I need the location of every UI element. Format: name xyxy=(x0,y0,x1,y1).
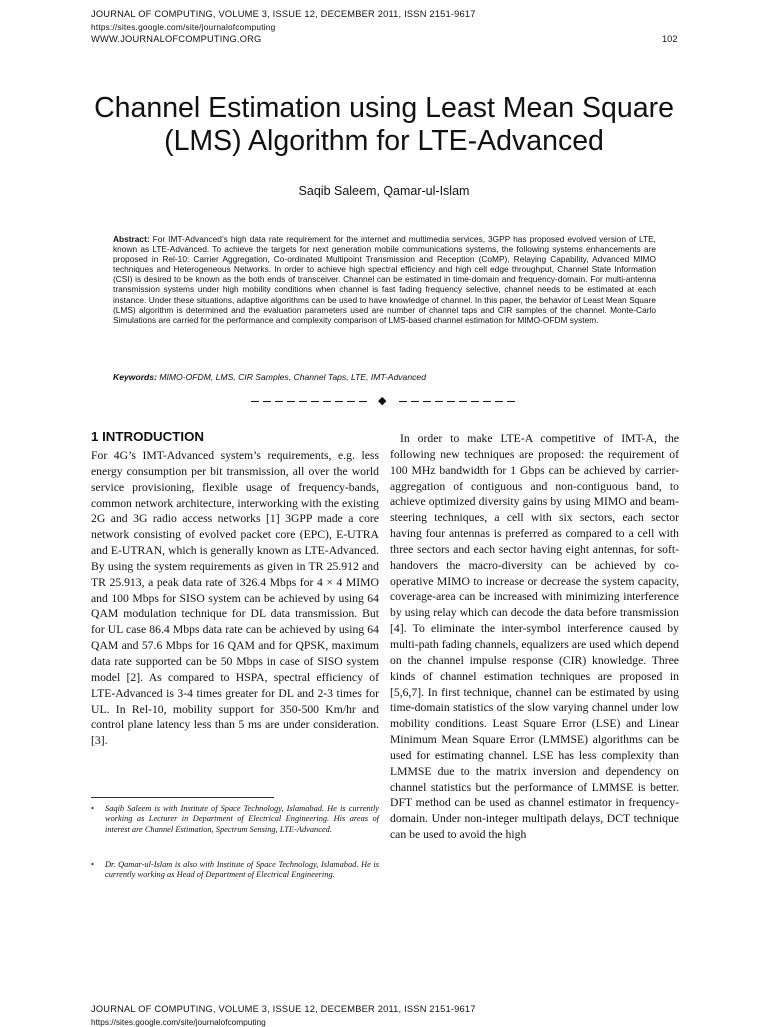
separator-dash xyxy=(299,401,307,402)
right-column xyxy=(390,431,679,843)
separator-dash xyxy=(447,401,455,402)
separator-dash xyxy=(323,401,331,402)
separator-dash xyxy=(251,401,259,402)
footer-journal: JOURNAL OF COMPUTING, VOLUME 3, ISSUE 12, DECEMBER 2011, ISSN 2151-9617 xyxy=(91,1004,476,1014)
separator-dash xyxy=(335,401,343,402)
abstract-label: Abstract: xyxy=(113,234,150,244)
section-heading: 1 INTRODUCTION xyxy=(91,429,205,444)
footnote-bullet: • xyxy=(91,860,94,869)
keywords-text: MIMO-OFDM, LMS, CIR Samples, Channel Taps, LTE, IMT-Advanced xyxy=(159,372,426,382)
separator-dash xyxy=(435,401,443,402)
footnote-text: Saqib Saleem is with Institute of Space Technology, Islamabad. He is currently working as Lecturer in Department of Electrical Engineering. His areas of interest are Channel Estimation, Spectrum Sensing, LTE-Advanced. xyxy=(105,804,379,834)
footer-url[interactable]: https://sites.google.com/site/journalofcomputing xyxy=(91,1017,266,1027)
section-separator xyxy=(251,394,517,408)
footnote-author-1 xyxy=(91,804,379,835)
separator-dash xyxy=(411,401,419,402)
footnote-rule xyxy=(91,797,274,798)
abstract-text: For IMT-Advanced’s high data rate requirement for the internet and multimedia services, 3GPP has proposed evolved version of LTE, known as LTE-Advanced. To achieve the targets for next generation mobile communications systems, the following systems enhancements are proposed in Rel-10: Carrier Aggregation, Co-ordinated Multipoint Transmission and Reception (CoMP), Relaying Capability, Advanced MIMO techniques and Heterogeneous Networks. In order to achieve high spectral efficiency and high cell edge throughput, Channel State Information (CSI) is desired to be known as the both ends of transceiver. Channel can be estimated in time-domain and frequency-domain. For multi-antenna transmission systems under high mobility conditions when channel is fast fading frequency selective, channel needs to be estimated at each instance. Under these situations, adaptive algorithms can be used to have knowledge of channel. In this paper, the behavior of Least Mean Square (LMS) algorithm is determined and the evaluation parameters used are number of channel taps and CIR samples of the channel. Monte-Carlo Simulations are carried for the performance and complexity comparison of LMS-based channel estimation for MIMO-OFDM system. xyxy=(113,234,656,325)
intro-paragraph-left: For 4G’s IMT-Advanced system’s requirements, e.g. less energy consumption per bit transmission, all over the world service provisioning, flexible usage of frequency-bands, common network architecture, interworking with the existing 2G and 3G radio access networks [1] 3GPP made a core network consisting of evolved packet core (EPC), E-UTRA and E-UTRAN, which is generally known as LTE-Advanced. By using the system requirements as given in TR 25.912 and TR 25.913, a peak data rate of 326.4 Mbps for 4 × 4 MIMO and 100 Mbps for SISO system can be achieved by using 64 QAM modulation technique for DL data transmission. But for UL case 86.4 Mbps data rate can be achieved by using 64 QAM and 57.6 Mbps for 16 QAM and for QPSK, maximum data rate supported can be 50 Mbps in case of SISO system model [2]. As compared to HSPA, spectral efficiency of LTE-Advanced is 3-4 times greater for DL and 2-3 times for UL. In Rel-10, mobility support for 350-500 Km/hr and control plane latency less than 5 ms are under consideration. [3]. xyxy=(91,449,379,748)
separator-dash xyxy=(275,401,283,402)
intro-paragraph-right: In order to make LTE-A competitive of IMT-A, the following new techniques are proposed: the requirement of 100 MHz bandwidth for 1 Gbps can be achieved by carrier-aggregation of contiguous and non-contiguous band, to achieve optimized diversity gains by using MIMO and beam-steering techniques, a cell with six sectors, each sector having four antennas is preferred as compared to a cell with three sectors and each sector having eight antennas, for soft-handovers the macro-diversity can be achieved by co-operative MIMO to increase or decrease the system capacity, coverage-area can be increased with minimizing interference by using relay which can decode the data before transmission [4]. To eliminate the inter-symbol interference caused by multi-path fading channels, equalizers are used which depend on the channel impulse response (CIR) knowledge. Three kinds of channel estimation techniques are proposed in [5,6,7]. In first technique, channel can be estimated by using time-domain statistics of the slow varying channel under low mobility conditions. Least Square Error (LSE) and Linear Minimum Mean Square Error (LMMSE) algorithms can be used for estimating channel. LSE has less complexity than LMMSE due to the matrix inversion and dependency on channel statistics but the performance of LMMSE is better. DFT method can be used as channel estimator in frequency-domain. Under non-integer multipath delays, DCT technique can be used to avoid the high xyxy=(390,432,679,842)
separator-dash xyxy=(263,401,271,402)
separator-dash xyxy=(483,401,491,402)
separator-dash xyxy=(459,401,467,402)
separator-dash xyxy=(347,401,355,402)
title-line-2: (LMS) Algorithm for LTE-Advanced xyxy=(164,125,604,157)
separator-dash xyxy=(507,401,515,402)
separator-dash xyxy=(399,401,407,402)
page-number: 102 xyxy=(662,34,678,44)
separator-dash xyxy=(359,401,367,402)
abstract xyxy=(113,234,656,325)
separator-dash xyxy=(471,401,479,402)
separator-dash xyxy=(311,401,319,402)
footnote-bullet: • xyxy=(91,804,94,813)
title-line-1: Channel Estimation using Least Mean Square xyxy=(94,92,674,124)
authors: Saqib Saleem, Qamar-ul-Islam xyxy=(298,184,470,198)
keywords xyxy=(113,372,656,382)
paper-title xyxy=(40,92,728,158)
keywords-label: Keywords: xyxy=(113,372,157,382)
left-column xyxy=(91,448,379,749)
journal-url[interactable]: https://sites.google.com/site/journalofcomputing xyxy=(91,22,276,32)
separator-dash xyxy=(287,401,295,402)
footnote-author-2 xyxy=(91,860,379,881)
separator-dash xyxy=(423,401,431,402)
footnote-text: Dr. Qamar-ul-Islam is also with Institute of Space Technology, Islamabad. He is currently working as Head of Department of Electrical Engineering. xyxy=(105,860,379,880)
separator-diamond-icon: ◆ xyxy=(378,394,387,407)
separator-dash xyxy=(495,401,503,402)
journal-site[interactable]: WWW.JOURNALOFCOMPUTING.ORG xyxy=(91,34,262,44)
journal-header: JOURNAL OF COMPUTING, VOLUME 3, ISSUE 12, DECEMBER 2011, ISSN 2151-9617 xyxy=(91,9,476,19)
